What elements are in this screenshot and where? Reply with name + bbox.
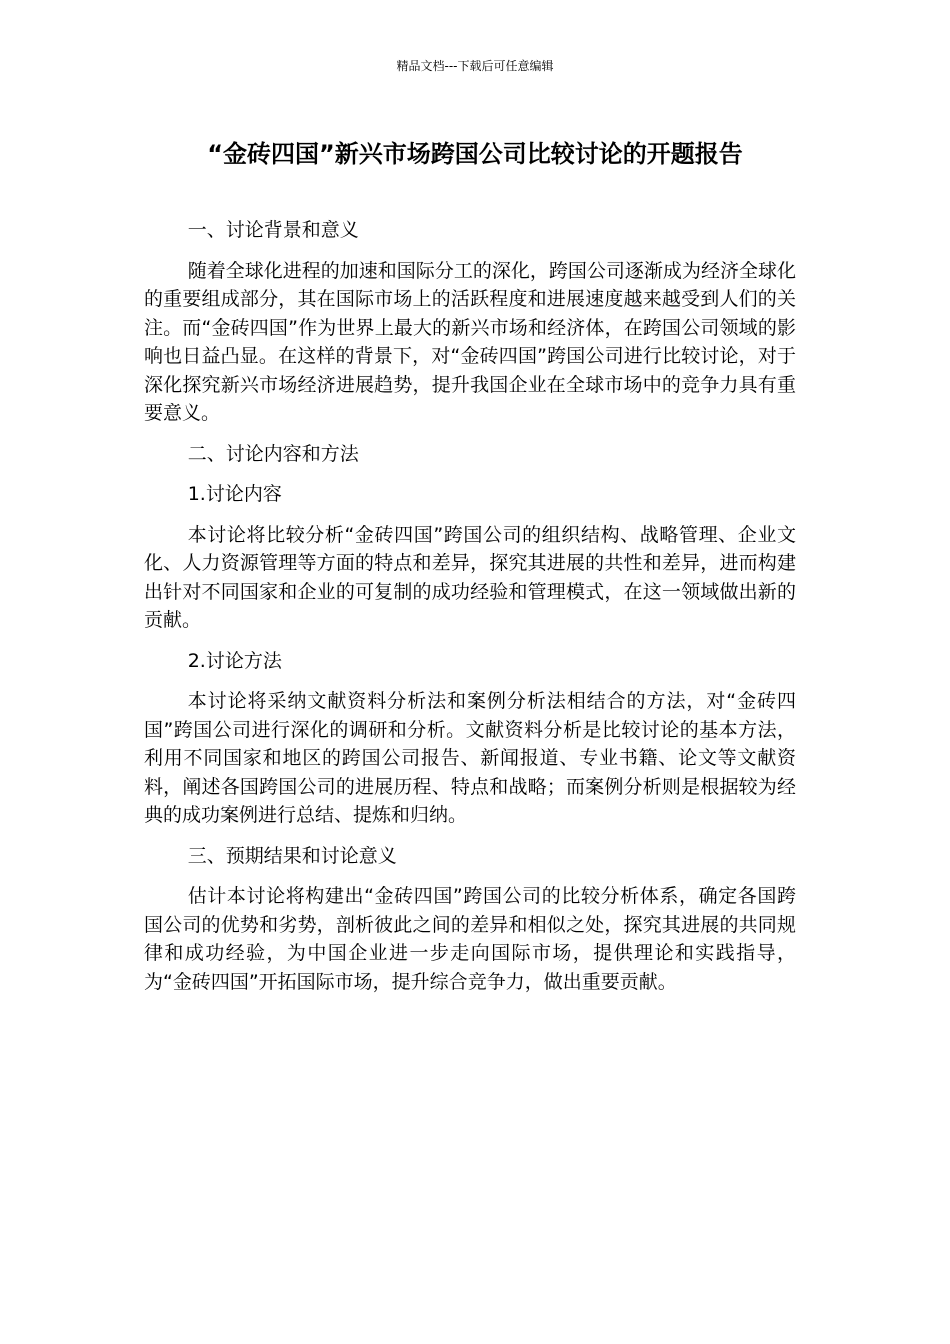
section-heading-content-method: 二、讨论内容和方法 [187,442,359,465]
paragraph-method: 本讨论将采纳文献资料分析法和案例分析法相结合的方法，对“金砖四国”跨国公司进行深化的调研和分析。文献资料分析是比较讨论的基本方法，利用不同国家和地区的跨国公司报告、新闻报道、专业书籍、论文等文献资料，阐述各国跨国公司的进展历程、特点和战略；而案例分析则是根据较为经典的成功案例进行总结、提炼和归纳。 [144,690,796,826]
document-title: “金砖四国”新兴市场跨国公司比较讨论的开题报告 [207,140,743,168]
subheading-content: 1.讨论内容 [187,483,282,505]
document-body [144,216,796,1008]
section-heading-expected-results: 三、预期结果和讨论意义 [187,844,397,867]
section-heading-background: 一、讨论背景和意义 [187,219,359,241]
subheading-method: 2.讨论方法 [187,649,282,672]
paragraph-expected-results: 估计本讨论将构建出“金砖四国”跨国公司的比较分析体系，确定各国跨国公司的优势和劣势，剖析彼此之间的差异和相似之处，探究其进展的共同规律和成功经验，为中国企业进一步走向国际市场，提供理论和实践指导，为“金砖四国”开拓国际市场，提升综合竞争力，做出重要贡献。 [144,885,796,993]
header-note: 精品文档---下载后可任意编辑 [396,59,554,73]
paragraph-background: 随着全球化进程的加速和国际分工的深化，跨国公司逐渐成为经济全球化的重要组成部分，其在国际市场上的活跃程度和进展速度越来越受到人们的关注。而“金砖四国”作为世界上最大的新兴市场和经济体，在跨国公司领域的影响也日益凸显。在这样的背景下，对“金砖四国”跨国公司进行比较讨论，对于深化探究新兴市场经济进展趋势，提升我国企业在全球市场中的竞争力具有重要意义。 [144,259,796,424]
paragraph-content: 本讨论将比较分析“金砖四国”跨国公司的组织结构、战略管理、企业文化、人力资源管理等方面的特点和差异，探究其进展的共性和差异，进而构建出针对不同国家和企业的可复制的成功经验和管理模式，在这一领域做出新的贡献。 [144,523,796,631]
